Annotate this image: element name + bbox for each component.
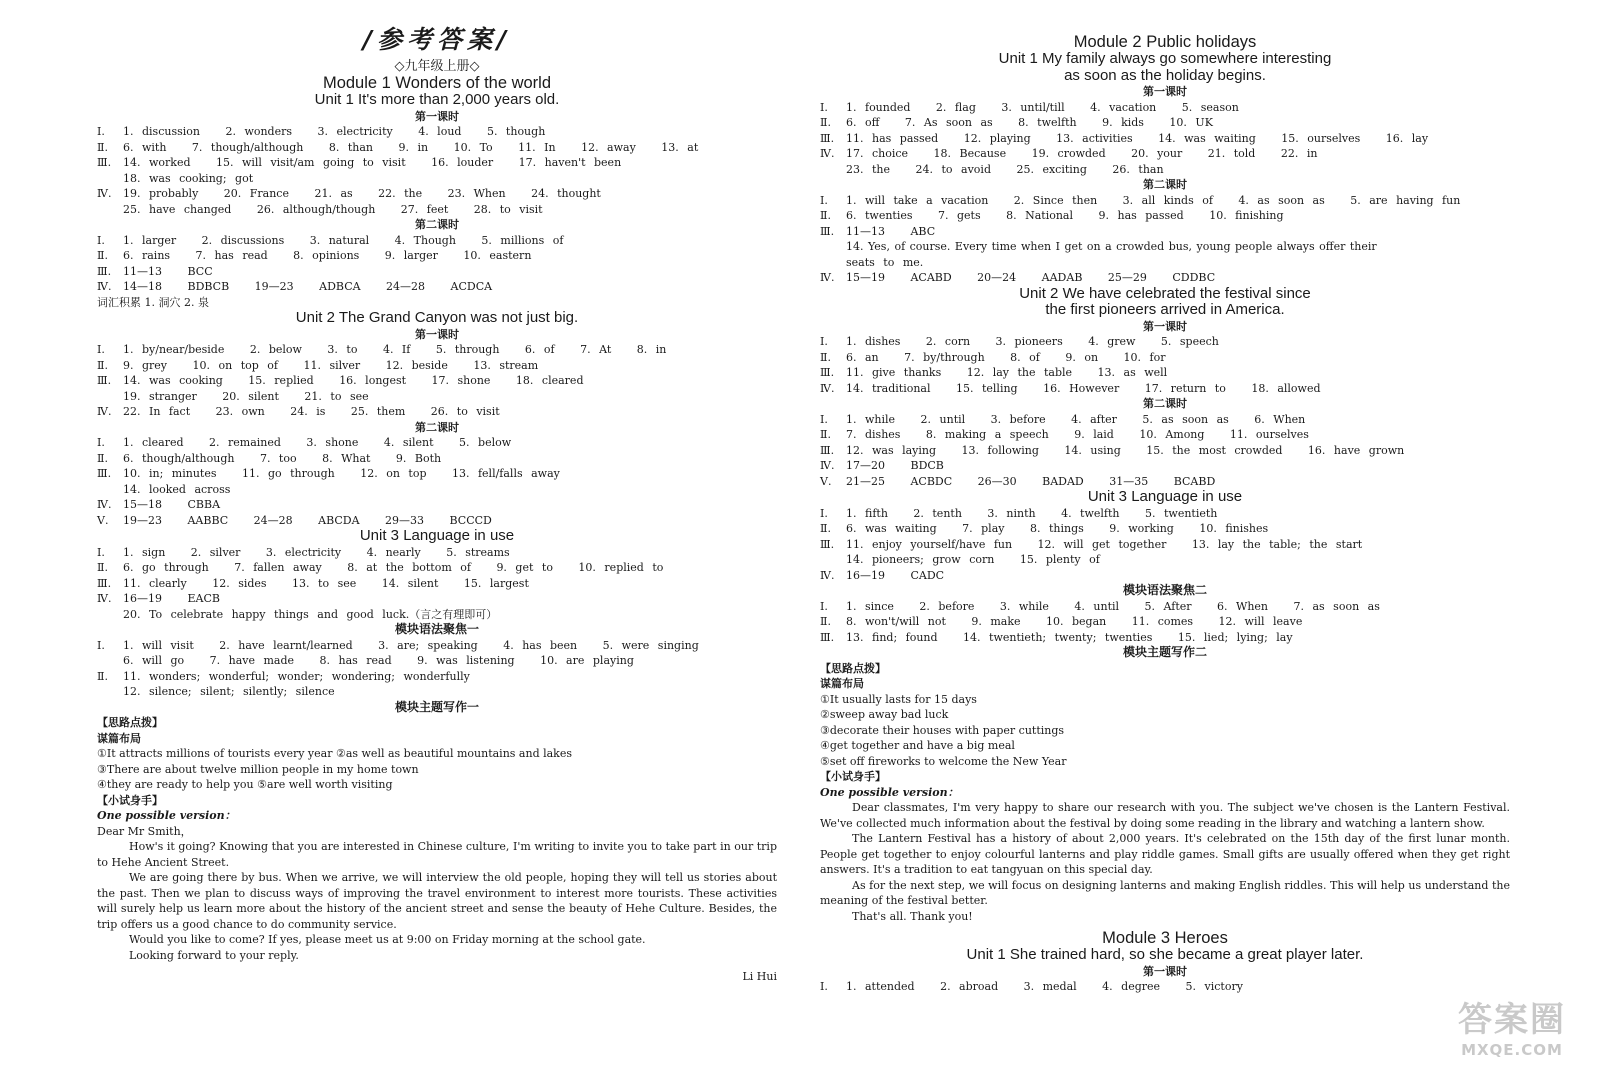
roman-numeral: Ⅳ. (97, 187, 112, 200)
answer-text: 19—23 AABBC 24—28 ABCDA 29—33 BCCCD (123, 513, 492, 527)
answer-row (820, 552, 1510, 568)
lesson-heading: 第二课时 (1143, 397, 1187, 410)
answer-text: 12. was laying 13. following 14. using 15. the most crowded 16. have grown (846, 443, 1405, 457)
letter-paragraph: We are going there by bus. When we arrive, we will interview the old people, hoping they will tell us stories about the past. Then we plan to discuss ways of improving the travel environment to interest more tourists. These activities will surely help us learn more about the history of the ancient street and sense the beauty of Hehe Culture. Besides, the trip offers us a good chance to do community service. (97, 871, 777, 931)
answer-text: 6. twenties 7. gets 8. National 9. has passed 10. finishing (846, 209, 1284, 222)
roman-numeral: Ⅱ. (820, 209, 831, 222)
roman-numeral: Ⅱ. (820, 615, 831, 628)
answer-row (820, 458, 1510, 474)
answer-text: 17—20 BDCB (846, 459, 944, 472)
answer-text: 6. off 7. As soon as 8. twelfth 9. kids 10. UK (846, 116, 1213, 129)
roman-numeral: Ⅱ. (820, 522, 831, 535)
answer-row (820, 614, 1510, 630)
answer-text: 14. was cooking 15. replied 16. longest 17. shone 18. cleared (123, 374, 584, 387)
watermark-chinese: 答案圈 (1458, 1000, 1566, 1040)
roman-numeral: Ⅰ. (97, 233, 105, 247)
answer-text: 6. was waiting 7. play 8. things 9. working 10. finishes (846, 522, 1269, 535)
m2-unit-3-title: Unit 3 Language in use (1087, 488, 1243, 505)
letter-greeting: Dear Mr Smith， (97, 824, 192, 838)
letter-paragraph: Looking forward to your reply. (129, 948, 299, 962)
answer-text: 15—18 CBBA (123, 498, 221, 511)
lesson-heading: 第一课时 (1143, 85, 1187, 98)
roman-numeral: Ⅳ. (97, 280, 112, 293)
answer-text: 10. in; minutes 11. go through 12. on top 13. fell/falls away (123, 467, 560, 480)
answer-row (97, 279, 777, 295)
answer-text: 8. won't/will not 9. make 10. began 11. comes 12. will leave (846, 615, 1303, 628)
answer-row (97, 248, 777, 264)
answer-row (820, 365, 1510, 381)
roman-numeral: Ⅰ. (97, 343, 105, 356)
answer-row (97, 669, 777, 685)
roman-numeral: Ⅰ. (820, 506, 828, 520)
sample-version-label: One possible version： (97, 809, 236, 822)
answer-text: 1. dishes 2. corn 3. pioneers 4. grew 5. speech (846, 335, 1219, 348)
m2-unit-1-title-line-2: as soon as the holiday begins. (1064, 66, 1266, 84)
answer-text: 20. To celebrate happy things and good luck.（言之有理即可） (123, 607, 498, 621)
watermark-domain: MXQE.COM (1461, 1041, 1563, 1059)
answer-row (820, 979, 1510, 995)
answer-text: 14. Yes, of course. Every time when I get on a crowded bus, young people always offer their (846, 240, 1377, 253)
vocabulary-note: 词汇积累 1. 洞穴 2. 泉 (97, 295, 209, 309)
answer-row (820, 255, 1510, 271)
layout-point: ①It attracts millions of tourists every year ②as well as beautiful mountains and lakes (97, 747, 572, 760)
answer-row (820, 506, 1510, 522)
answer-text: 14. worked 15. will visit/am going to visit 16. louder 17. haven't been (123, 156, 622, 169)
roman-numeral: Ⅳ. (820, 271, 835, 284)
answer-text: 9. grey 10. on top of 11. silver 12. beside 13. stream (123, 358, 539, 372)
answer-text: 11. wonders; wonderful; wonder; wondering; wonderfully (123, 669, 470, 683)
answer-row (820, 100, 1510, 116)
answer-row (97, 389, 777, 405)
layout-point: ②sweep away bad luck (820, 708, 949, 721)
lesson-heading: 第一课时 (1143, 319, 1187, 333)
answer-row (820, 568, 1510, 584)
answer-row (97, 342, 777, 358)
answer-row (820, 224, 1510, 240)
answer-text: 6. though/although 7. too 8. What 9. Both (123, 451, 442, 465)
roman-numeral: Ⅰ. (820, 599, 828, 613)
answer-row (820, 443, 1510, 459)
module-2-title: Module 2 Public holidays (1073, 33, 1257, 51)
tips-label: 【思路点拨】 (820, 661, 886, 675)
answer-row (97, 124, 777, 140)
answer-row (97, 560, 777, 576)
roman-numeral: Ⅲ. (97, 467, 112, 480)
layout-point: ③decorate their houses with paper cuttings (820, 723, 1065, 737)
m3-unit-1-title: Unit 1 She trained hard, so she became a great player later. (966, 946, 1364, 963)
answer-text: 11. give thanks 12. lay the table 13. as well (846, 366, 1168, 379)
answer-text: 22. In fact 23. own 24. is 25. them 26. to visit (123, 405, 500, 418)
layout-point: ④get together and have a big meal (820, 739, 1015, 752)
lesson-heading: 第一课时 (1143, 964, 1187, 978)
answer-row (97, 451, 777, 467)
layout-label: 谋篇布局 (97, 731, 141, 745)
answer-row (97, 482, 777, 498)
answer-text: seats to me. (846, 255, 924, 269)
answer-row (97, 171, 777, 187)
roman-numeral: Ⅳ. (820, 568, 835, 582)
lesson-heading: 第一课时 (415, 327, 459, 341)
answer-text: 23. the 24. to avoid 25. exciting 26. than (846, 162, 1164, 176)
answer-text: 7. dishes 8. making a speech 9. laid 10. Among 11. ourselves (846, 428, 1309, 441)
answer-row (97, 264, 777, 280)
right-column (820, 0, 1510, 995)
roman-numeral: Ⅲ. (97, 264, 112, 278)
layout-label: 谋篇布局 (820, 677, 864, 690)
answer-text: 1. discussion 2. wonders 3. electricity 4. loud 5. though (123, 125, 546, 138)
roman-numeral: Ⅱ. (97, 358, 108, 372)
roman-numeral: Ⅰ. (820, 100, 828, 114)
answer-row (97, 186, 777, 202)
practice-label: 【小试身手】 (820, 770, 886, 783)
roman-numeral: Ⅲ. (820, 630, 835, 644)
answer-row (820, 412, 1510, 428)
speech-paragraph: As for the next step, we will focus on designing lanterns and making English riddles. This will help us understand the meaning of the festival better. (820, 878, 1510, 907)
left-column (97, 0, 777, 985)
answer-text: 14. pioneers; grow corn 15. plenty of (846, 553, 1100, 566)
m2-unit-1-title: Unit 1 My family always go somewhere interesting (998, 50, 1332, 67)
letter-paragraph: Would you like to come? If yes, please meet us at 9:00 on Friday morning at the school gate. (129, 933, 646, 946)
answer-text: 6. with 7. though/although 8. than 9. in 10. To 11. In 12. away 13. at (123, 140, 699, 154)
answer-row (820, 208, 1510, 224)
answer-text: 25. have changed 26. although/though 27. feet 28. to visit (123, 202, 543, 216)
m1-unit-3-title: Unit 3 Language in use (359, 527, 515, 544)
answer-text: 16—19 EACB (123, 592, 220, 605)
answer-text: 17. choice 18. Because 19. crowded 20. your 21. told 22. in (846, 147, 1318, 160)
answer-row (97, 373, 777, 389)
layout-point: ①It usually lasts for 15 days (820, 692, 977, 706)
answer-row (820, 239, 1510, 255)
answer-text: 1. since 2. before 3. while 4. until 5. After 6. When 7. as soon as (846, 599, 1380, 613)
m2-unit-2-title: Unit 2 We have celebrated the festival since (1019, 284, 1311, 302)
answer-text: 11. clearly 12. sides 13. to see 14. silent 15. largest (123, 576, 529, 590)
roman-numeral: Ⅰ. (820, 335, 828, 348)
answer-text: 1. will visit 2. have learnt/learned 3. are; speaking 4. has been 5. were singing (123, 638, 699, 652)
roman-numeral: Ⅱ. (820, 428, 831, 441)
answer-row (97, 513, 777, 529)
roman-numeral: Ⅱ. (97, 561, 108, 574)
answer-text: 11. enjoy yourself/have fun 12. will get together 13. lay the table; the start (846, 537, 1363, 551)
answer-text: 16—19 CADC (846, 568, 945, 582)
answer-row (820, 537, 1510, 553)
roman-numeral: Ⅱ. (820, 350, 831, 364)
answer-row (97, 684, 777, 700)
roman-numeral: Ⅳ. (820, 147, 835, 160)
roman-numeral: Ⅲ. (820, 537, 835, 551)
answer-text: 21—25 ACBDC 26—30 BADAD 31—35 BCABD (846, 474, 1216, 488)
layout-point: ④they are ready to help you ⑤are well worth visiting (97, 778, 393, 791)
tips-label: 【思路点拨】 (97, 716, 163, 729)
roman-numeral: Ⅱ. (97, 249, 108, 262)
m1-unit-2-title: Unit 2 The Grand Canyon was not just big. (295, 309, 579, 326)
lesson-heading: 第一课时 (415, 109, 459, 123)
roman-numeral: Ⅱ. (97, 451, 108, 465)
answer-row (97, 202, 777, 218)
roman-numeral: Ⅰ. (97, 638, 105, 652)
m1-unit-1-title: Unit 1 It's more than 2,000 years old. (314, 91, 560, 108)
answer-row (820, 427, 1510, 443)
module-1-title: Module 1 Wonders of the world (322, 74, 552, 92)
answer-row (820, 270, 1510, 286)
roman-numeral: Ⅴ. (820, 474, 832, 488)
roman-numeral: Ⅰ. (820, 412, 828, 426)
answer-text: 14. looked across (123, 482, 231, 496)
speech-paragraph: That's all. Thank you! (852, 909, 973, 923)
answer-row (820, 599, 1510, 615)
roman-numeral: Ⅰ. (97, 436, 105, 449)
answer-row (820, 146, 1510, 162)
grammar-focus-2-heading: 模块语法聚焦二 (1122, 583, 1207, 597)
answer-text: 11—13 BCC (123, 264, 213, 278)
answer-row (820, 474, 1510, 490)
answer-text: 15—19 ACABD 20—24 AADAB 25—29 CDDBC (846, 271, 1216, 284)
answer-row (97, 358, 777, 374)
answer-text: 6. will go 7. have made 8. has read 9. was listening 10. are playing (123, 654, 634, 667)
roman-numeral: Ⅴ. (97, 513, 109, 527)
answer-row (820, 630, 1510, 646)
writing-2-heading: 模块主题写作二 (1122, 645, 1207, 659)
speech-paragraph: Dear classmates, I'm very happy to share our research with you. The subject we've chosen is the Lantern Festival. We've collected much information about the festival by doing some reading in the library and watching a lantern show. (820, 801, 1510, 830)
answer-row (97, 435, 777, 451)
roman-numeral: Ⅰ. (97, 545, 105, 559)
answer-text: 1. will take a vacation 2. Since then 3. all kinds of 4. as soon as 5. are having fun (846, 193, 1461, 207)
answer-text: 12. silence; silent; silently; silence (123, 685, 335, 698)
roman-numeral: Ⅳ. (97, 405, 112, 418)
answer-text: 19. probably 20. France 21. as 22. the 23. When 24. thought (123, 187, 601, 200)
roman-numeral: Ⅱ. (97, 669, 108, 683)
roman-numeral: Ⅱ. (820, 116, 831, 129)
answer-row (97, 155, 777, 171)
lesson-heading: 第二课时 (415, 420, 459, 434)
answer-text: 6. rains 7. has read 8. opinions 9. larger 10. eastern (123, 249, 532, 262)
answer-text: 1. attended 2. abroad 3. medal 4. degree 5. victory (846, 980, 1243, 993)
lesson-heading: 第二课时 (415, 218, 459, 231)
roman-numeral: Ⅲ. (97, 374, 112, 387)
roman-numeral: Ⅱ. (97, 140, 108, 154)
right-page (800, 0, 1600, 1077)
answer-text: 14—18 BDBCB 19—23 ADBCA 24—28 ACDCA (123, 280, 493, 293)
answer-row (97, 591, 777, 607)
roman-numeral: Ⅲ. (820, 224, 835, 238)
answer-text: 1. by/near/beside 2. below 3. to 4. If 5. through 6. of 7. At 8. in (123, 343, 667, 356)
answer-row (820, 162, 1510, 178)
roman-numeral: Ⅲ. (97, 576, 112, 590)
letter-paragraph: How's it going? Knowing that you are interested in Chinese culture, I'm writing to invite you to take part in our trip to Hehe Ancient Street. (97, 840, 777, 869)
module-3-title: Module 3 Heroes (1102, 929, 1228, 947)
roman-numeral: Ⅳ. (97, 498, 112, 511)
layout-point: ③There are about twelve million people in my home town (97, 762, 419, 776)
answer-text: 11—13 ABC (846, 224, 936, 238)
answer-text: 11. has passed 12. playing 13. activities 14. was waiting 15. ourselves 16. lay (846, 131, 1429, 145)
answer-text: 13. find; found 14. twentieth; twenty; twenties 15. lied; lying; lay (846, 630, 1293, 644)
answer-row (820, 193, 1510, 209)
sample-version-label: One possible version： (820, 785, 959, 799)
answer-text: 1. larger 2. discussions 3. natural 4. Though 5. millions of (123, 233, 564, 247)
answer-row (820, 115, 1510, 131)
roman-numeral: Ⅰ. (97, 125, 105, 138)
answer-row (97, 404, 777, 420)
answer-text: 18. was cooking; got (123, 171, 254, 185)
roman-numeral: Ⅲ. (97, 156, 112, 169)
answer-row (97, 140, 777, 156)
roman-numeral: Ⅳ. (97, 592, 112, 605)
answer-text: 6. go through 7. fallen away 8. at the bottom of 9. get to 10. replied to (123, 561, 664, 574)
roman-numeral: Ⅳ. (820, 381, 835, 395)
layout-point: ⑤set off fireworks to welcome the New Year (820, 754, 1067, 768)
answer-row (97, 545, 777, 561)
answer-text: 1. cleared 2. remained 3. shone 4. silent 5. below (123, 436, 512, 449)
watermark-logo (1432, 999, 1592, 1071)
letter-signature: Li Hui (742, 970, 777, 983)
lesson-heading: 第二课时 (1143, 178, 1187, 191)
writing-1-heading: 模块主题写作一 (394, 699, 479, 714)
answer-text: 1. fifth 2. tenth 3. ninth 4. twelfth 5. twentieth (846, 506, 1218, 520)
answer-text: 19. stranger 20. silent 21. to see (123, 389, 369, 403)
answer-row (97, 233, 777, 249)
answer-text: 6. an 7. by/through 8. of 9. on 10. for (846, 350, 1166, 364)
grammar-focus-1-heading: 模块语法聚焦一 (394, 622, 479, 636)
answer-row (97, 638, 777, 654)
answer-text: 1. founded 2. flag 3. until/till 4. vacation 5. season (846, 100, 1239, 114)
answer-text: 14. traditional 15. telling 16. However 17. return to 18. allowed (846, 381, 1321, 395)
answer-row (97, 653, 777, 669)
roman-numeral: Ⅲ. (820, 131, 835, 145)
answer-row (820, 521, 1510, 537)
answer-row (97, 607, 777, 623)
m2-unit-2-title-line-2: the first pioneers arrived in America. (1045, 301, 1285, 318)
answer-text: 1. sign 2. silver 3. electricity 4. nearly 5. streams (123, 545, 510, 559)
speech-paragraph: The Lantern Festival has a history of about 2,000 years. It's celebrated on the 15th day of the first lunar month. People get together to enjoy colourful lanterns and play riddle games. Small gifts are usually offered when they get right answers. It's a tradition to eat tangyuan on this special day. (820, 832, 1510, 876)
answer-row (820, 381, 1510, 397)
answer-row (820, 350, 1510, 366)
roman-numeral: Ⅰ. (820, 980, 828, 993)
answer-row (97, 466, 777, 482)
roman-numeral: Ⅰ. (820, 193, 828, 207)
answer-text: 1. while 2. until 3. before 4. after 5. as soon as 6. When (846, 412, 1306, 426)
answer-row (97, 576, 777, 592)
roman-numeral: Ⅲ. (820, 443, 835, 457)
answer-row (820, 131, 1510, 147)
answer-key-title: /参考答案/ (362, 25, 512, 54)
roman-numeral: Ⅲ. (820, 366, 835, 379)
roman-numeral: Ⅳ. (820, 459, 835, 472)
practice-label: 【小试身手】 (97, 793, 163, 807)
answer-row (97, 497, 777, 513)
grade-heading: ◇九年级上册◇ (394, 59, 480, 74)
answer-row (820, 334, 1510, 350)
